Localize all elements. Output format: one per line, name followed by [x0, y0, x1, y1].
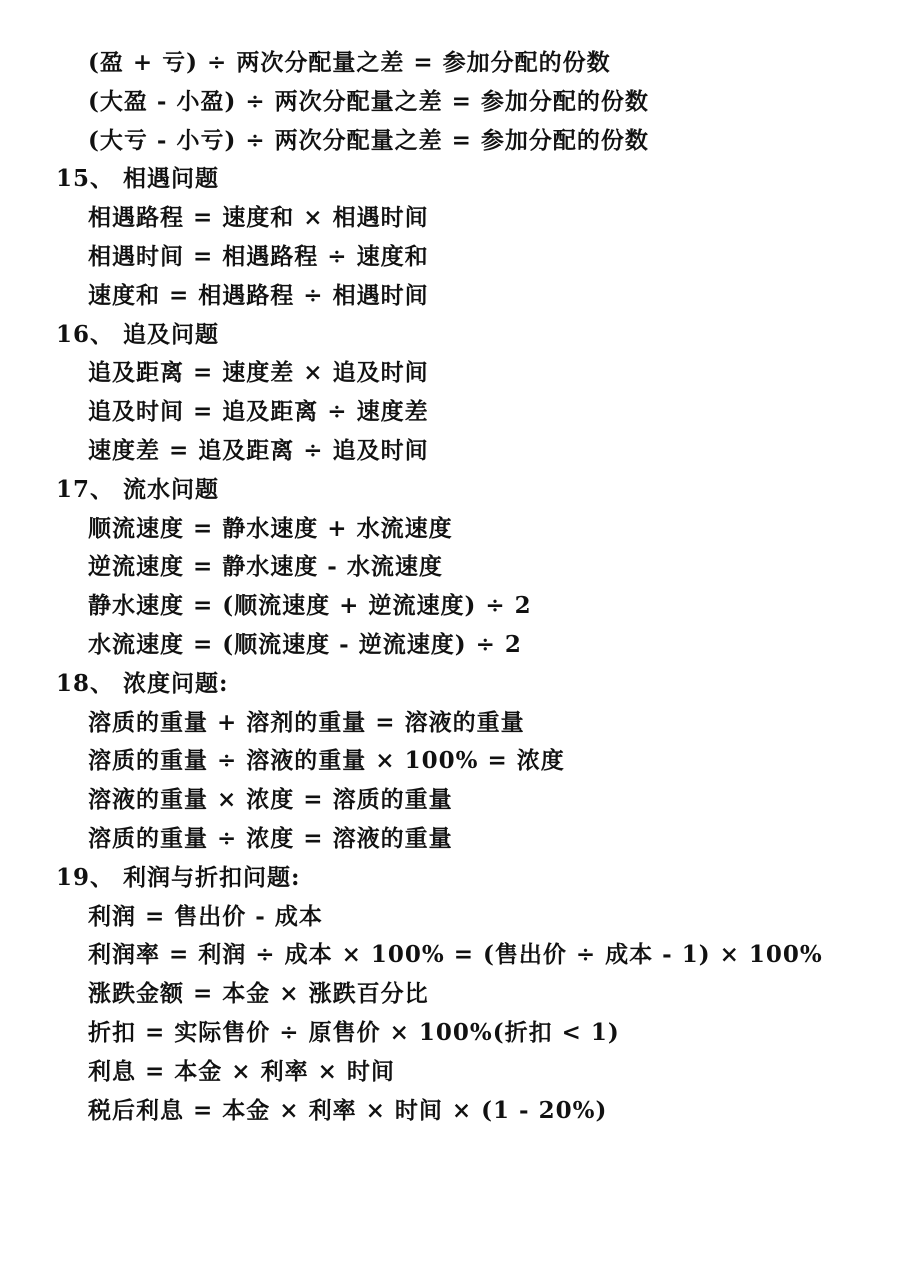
- formula-line: 利息 = 本金 × 利率 × 时间: [88, 1057, 395, 1085]
- formula-line: 相遇时间 = 相遇路程 ÷ 速度和: [88, 242, 429, 270]
- section-heading-profit-discount: 19、 利润与折扣问题:: [56, 863, 301, 891]
- section-heading-pursuit: 16、 追及问题: [56, 320, 220, 348]
- intro-formula: (盈 + 亏) ÷ 两次分配量之差 = 参加分配的份数: [88, 49, 611, 76]
- formula-line: 水流速度 = (顺流速度 - 逆流速度) ÷ 2: [88, 630, 522, 658]
- formula-line: 折扣 = 实际售价 ÷ 原售价 × 100%(折扣 < 1): [88, 1018, 620, 1046]
- formula-line: 相遇路程 = 速度和 × 相遇时间: [88, 204, 429, 232]
- formula-line: 利润 = 售出价 - 成本: [88, 902, 323, 930]
- formula-line: 速度和 = 相遇路程 ÷ 相遇时间: [88, 281, 429, 309]
- section-heading-concentration: 18、 浓度问题:: [56, 669, 229, 697]
- intro-formula: (大亏 - 小亏) ÷ 两次分配量之差 = 参加分配的份数: [88, 126, 649, 154]
- formula-line: 税后利息 = 本金 × 利率 × 时间 × (1 - 20%): [88, 1096, 608, 1124]
- formula-line: 速度差 = 追及距离 ÷ 追及时间: [88, 436, 429, 464]
- formula-line: 涨跌金额 = 本金 × 涨跌百分比: [88, 980, 429, 1008]
- formula-line: 顺流速度 = 静水速度 + 水流速度: [88, 514, 453, 542]
- section-heading-current: 17、 流水问题: [56, 475, 220, 503]
- formula-line: 溶质的重量 + 溶剂的重量 = 溶液的重量: [88, 708, 525, 736]
- formula-line: 溶质的重量 ÷ 溶液的重量 × 100% = 浓度: [88, 747, 565, 775]
- formula-line: 逆流速度 = 静水速度 - 水流速度: [88, 553, 443, 581]
- formula-line: 利润率 = 利润 ÷ 成本 × 100% = (售出价 ÷ 成本 - 1) × 100%: [88, 941, 823, 969]
- section-heading-meeting: 15、 相遇问题: [56, 165, 220, 193]
- formula-line: 溶液的重量 × 浓度 = 溶质的重量: [88, 786, 453, 814]
- formula-list: [56, 44, 876, 1130]
- formula-line: 追及时间 = 追及距离 ÷ 速度差: [88, 398, 429, 426]
- formula-line: 追及距离 = 速度差 × 追及时间: [88, 359, 429, 387]
- formula-line: 静水速度 = (顺流速度 + 逆流速度) ÷ 2: [88, 592, 532, 620]
- intro-formula: (大盈 - 小盈) ÷ 两次分配量之差 = 参加分配的份数: [88, 87, 649, 115]
- formula-line: 溶质的重量 ÷ 浓度 = 溶液的重量: [88, 824, 453, 852]
